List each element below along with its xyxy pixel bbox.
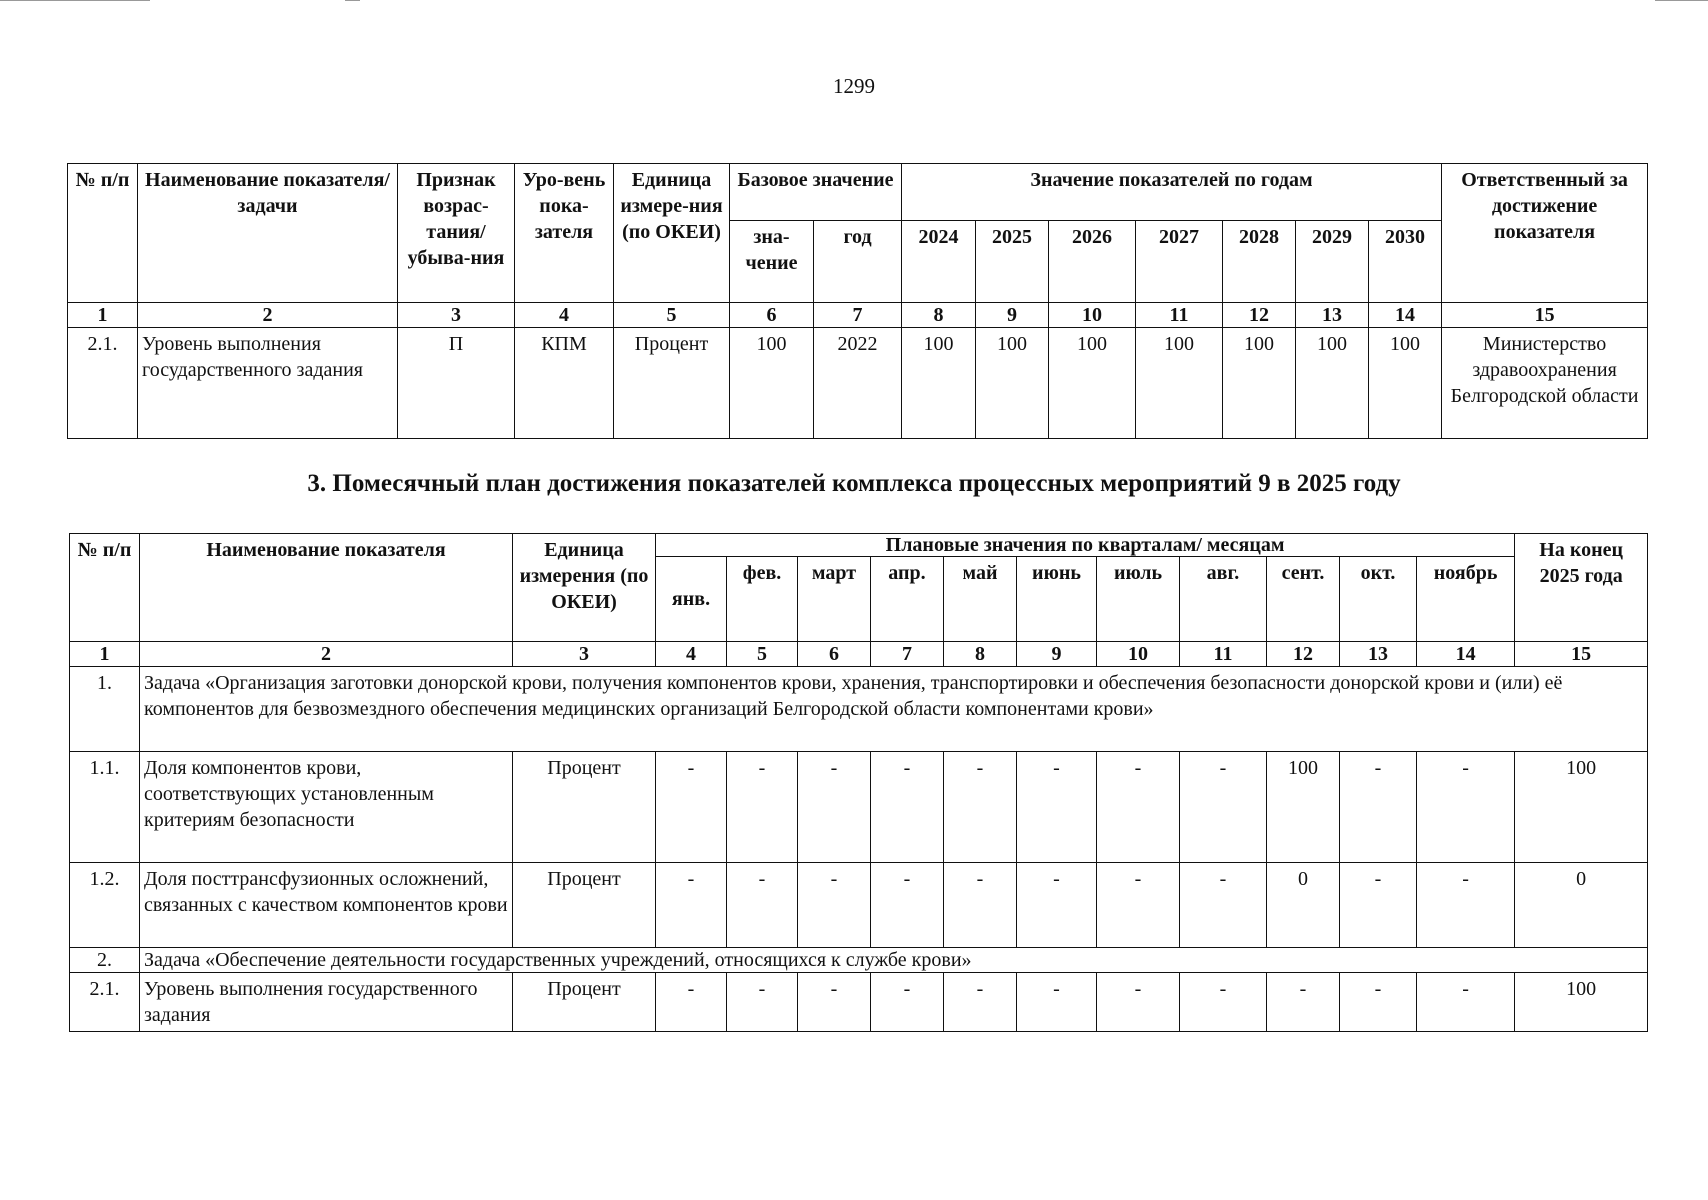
year-value-cell: 100	[976, 328, 1049, 439]
indicator-name: Доля компонентов крови, соответствующих установленным критериям безопасности	[140, 752, 513, 863]
column-number: 8	[944, 642, 1017, 667]
base-value-header: зна-чение	[730, 221, 814, 303]
table-row	[68, 328, 1648, 439]
month-header: янв.	[656, 557, 727, 642]
row-number: 2.1.	[68, 328, 138, 439]
column-number-row	[70, 642, 1648, 667]
column-number: 4	[515, 303, 614, 328]
table-row	[70, 863, 1648, 948]
column-number: 13	[1340, 642, 1417, 667]
column-number: 14	[1417, 642, 1515, 667]
year-header: 2030	[1369, 221, 1442, 303]
month-value-cell: -	[727, 973, 798, 1032]
plan-group-header: Плановые значения по кварталам/ месяцам	[656, 534, 1515, 557]
col-end-header: На конец 2025 года	[1515, 534, 1648, 642]
base-group-header: Базовое значение	[730, 164, 902, 221]
base-year-header: год	[814, 221, 902, 303]
year-value-cell: 100	[902, 328, 976, 439]
month-value-cell: -	[656, 863, 727, 948]
column-number: 15	[1442, 303, 1648, 328]
year-end-value-cell: 100	[1515, 752, 1648, 863]
task-number: 1.	[70, 667, 140, 752]
base-year-cell: 2022	[814, 328, 902, 439]
month-header: апр.	[871, 557, 944, 642]
year-value-cell: 100	[1136, 328, 1223, 439]
month-value-cell: -	[727, 752, 798, 863]
column-number: 8	[902, 303, 976, 328]
indicator-name: Уровень выполнения государственного задания	[140, 973, 513, 1032]
trend-sign: П	[398, 328, 515, 439]
task-row	[70, 667, 1648, 752]
month-value-cell: -	[1097, 863, 1180, 948]
column-number: 6	[798, 642, 871, 667]
task-row	[70, 948, 1648, 973]
month-header: ноябрь	[1417, 557, 1515, 642]
column-number: 3	[513, 642, 656, 667]
column-number: 11	[1180, 642, 1267, 667]
col-level-header: Уро-вень пока-зателя	[515, 164, 614, 303]
col-no-header: № п/п	[70, 534, 140, 642]
column-number: 1	[70, 642, 140, 667]
task-text: Задача «Организация заготовки донорской крови, получения компонентов крови, хранения, транспортировки и обеспечения безопасности донорской крови и (или) её компонентов для безвозмездного обеспечения медицинских организаций Белгородской области компонентами крови»	[140, 667, 1648, 752]
month-header: фев.	[727, 557, 798, 642]
year-header: 2027	[1136, 221, 1223, 303]
year-header: 2029	[1296, 221, 1369, 303]
unit-cell: Процент	[513, 863, 656, 948]
monthly-plan-table	[69, 533, 1648, 1032]
month-value-cell: -	[1017, 863, 1097, 948]
scan-edge-line-mid	[345, 0, 360, 1]
month-header: июль	[1097, 557, 1180, 642]
month-value-cell: -	[1340, 973, 1417, 1032]
month-value-cell: -	[871, 863, 944, 948]
month-value-cell: -	[1180, 973, 1267, 1032]
column-number: 9	[976, 303, 1049, 328]
year-end-value-cell: 0	[1515, 863, 1648, 948]
month-value-cell: -	[944, 863, 1017, 948]
page-number: 1299	[833, 74, 875, 98]
scan-edge-line-right	[1655, 0, 1708, 1]
month-value-cell: -	[1017, 973, 1097, 1032]
column-number: 1	[68, 303, 138, 328]
column-number: 10	[1097, 642, 1180, 667]
indicator-name: Доля посттрансфузионных осложнений, связанных с качеством компонентов крови	[140, 863, 513, 948]
month-value-cell: -	[1340, 863, 1417, 948]
month-header: авг.	[1180, 557, 1267, 642]
year-end-value-cell: 100	[1515, 973, 1648, 1032]
column-number: 3	[398, 303, 515, 328]
header-row	[70, 534, 1648, 557]
year-header: 2026	[1049, 221, 1136, 303]
row-number: 1.2.	[70, 863, 140, 948]
year-value-cell: 100	[1223, 328, 1296, 439]
indicator-level: КПМ	[515, 328, 614, 439]
column-number: 13	[1296, 303, 1369, 328]
base-value-cell: 100	[730, 328, 814, 439]
month-value-cell: -	[1097, 752, 1180, 863]
month-value-cell: -	[1180, 752, 1267, 863]
indicators-by-year-table	[67, 163, 1648, 439]
col-name-header: Наименование показателя	[140, 534, 513, 642]
month-value-cell: -	[656, 752, 727, 863]
month-value-cell: -	[871, 973, 944, 1032]
column-number: 12	[1267, 642, 1340, 667]
month-value-cell: -	[798, 973, 871, 1032]
col-unit-header: Единица измере-ния (по ОКЕИ)	[614, 164, 730, 303]
col-unit-header: Единица измерения (по ОКЕИ)	[513, 534, 656, 642]
month-value-cell: -	[1097, 973, 1180, 1032]
unit-cell: Процент	[513, 752, 656, 863]
year-header: 2025	[976, 221, 1049, 303]
month-header: сент.	[1267, 557, 1340, 642]
task-text: Задача «Обеспечение деятельности государственных учреждений, относящихся к службе крови»	[140, 948, 1648, 973]
month-header: март	[798, 557, 871, 642]
month-value-cell: -	[871, 752, 944, 863]
section-title: 3. Помесячный план достижения показателей комплекса процессных мероприятий 9 в 2025 году	[307, 470, 1401, 497]
column-number: 11	[1136, 303, 1223, 328]
column-number: 4	[656, 642, 727, 667]
year-header: 2024	[902, 221, 976, 303]
table-row	[70, 752, 1648, 863]
month-header: окт.	[1340, 557, 1417, 642]
month-value-cell: -	[1417, 752, 1515, 863]
month-value-cell: -	[1267, 973, 1340, 1032]
table-row	[70, 973, 1648, 1032]
month-value-cell: -	[1340, 752, 1417, 863]
year-value-cell: 100	[1049, 328, 1136, 439]
column-number: 15	[1515, 642, 1648, 667]
column-number: 9	[1017, 642, 1097, 667]
month-value-cell: -	[1417, 973, 1515, 1032]
month-value-cell: -	[798, 752, 871, 863]
col-name-header: Наименование показателя/ задачи	[138, 164, 398, 303]
column-number: 14	[1369, 303, 1442, 328]
month-header: май	[944, 557, 1017, 642]
responsible-cell: Министерство здравоохранения Белгородской области	[1442, 328, 1648, 439]
indicator-name: Уровень выполнения государственного задания	[138, 328, 398, 439]
col-trend-header: Признак возрас-тания/ убыва-ния	[398, 164, 515, 303]
column-number: 7	[871, 642, 944, 667]
task-number: 2.	[70, 948, 140, 973]
year-value-cell: 100	[1296, 328, 1369, 439]
row-number: 1.1.	[70, 752, 140, 863]
column-number: 5	[614, 303, 730, 328]
column-number: 10	[1049, 303, 1136, 328]
column-number: 12	[1223, 303, 1296, 328]
scan-edge-line-left	[0, 0, 150, 1]
unit-cell: Процент	[513, 973, 656, 1032]
row-number: 2.1.	[70, 973, 140, 1032]
col-responsible-header: Ответственный за достижение показателя	[1442, 164, 1648, 303]
month-value-cell: -	[1017, 752, 1097, 863]
month-value-cell: -	[727, 863, 798, 948]
column-number: 5	[727, 642, 798, 667]
col-no-header: № п/п	[68, 164, 138, 303]
header-row	[68, 164, 1648, 221]
month-value-cell: -	[798, 863, 871, 948]
month-value-cell: -	[944, 973, 1017, 1032]
month-value-cell: 0	[1267, 863, 1340, 948]
month-header: июнь	[1017, 557, 1097, 642]
column-number: 6	[730, 303, 814, 328]
column-number-row	[68, 303, 1648, 328]
month-value-cell: -	[1180, 863, 1267, 948]
column-number: 2	[138, 303, 398, 328]
year-header: 2028	[1223, 221, 1296, 303]
years-group-header: Значение показателей по годам	[902, 164, 1442, 221]
column-number: 2	[140, 642, 513, 667]
month-value-cell: -	[1417, 863, 1515, 948]
month-value-cell: -	[656, 973, 727, 1032]
unit-cell: Процент	[614, 328, 730, 439]
year-value-cell: 100	[1369, 328, 1442, 439]
column-number: 7	[814, 303, 902, 328]
month-value-cell: 100	[1267, 752, 1340, 863]
month-value-cell: -	[944, 752, 1017, 863]
